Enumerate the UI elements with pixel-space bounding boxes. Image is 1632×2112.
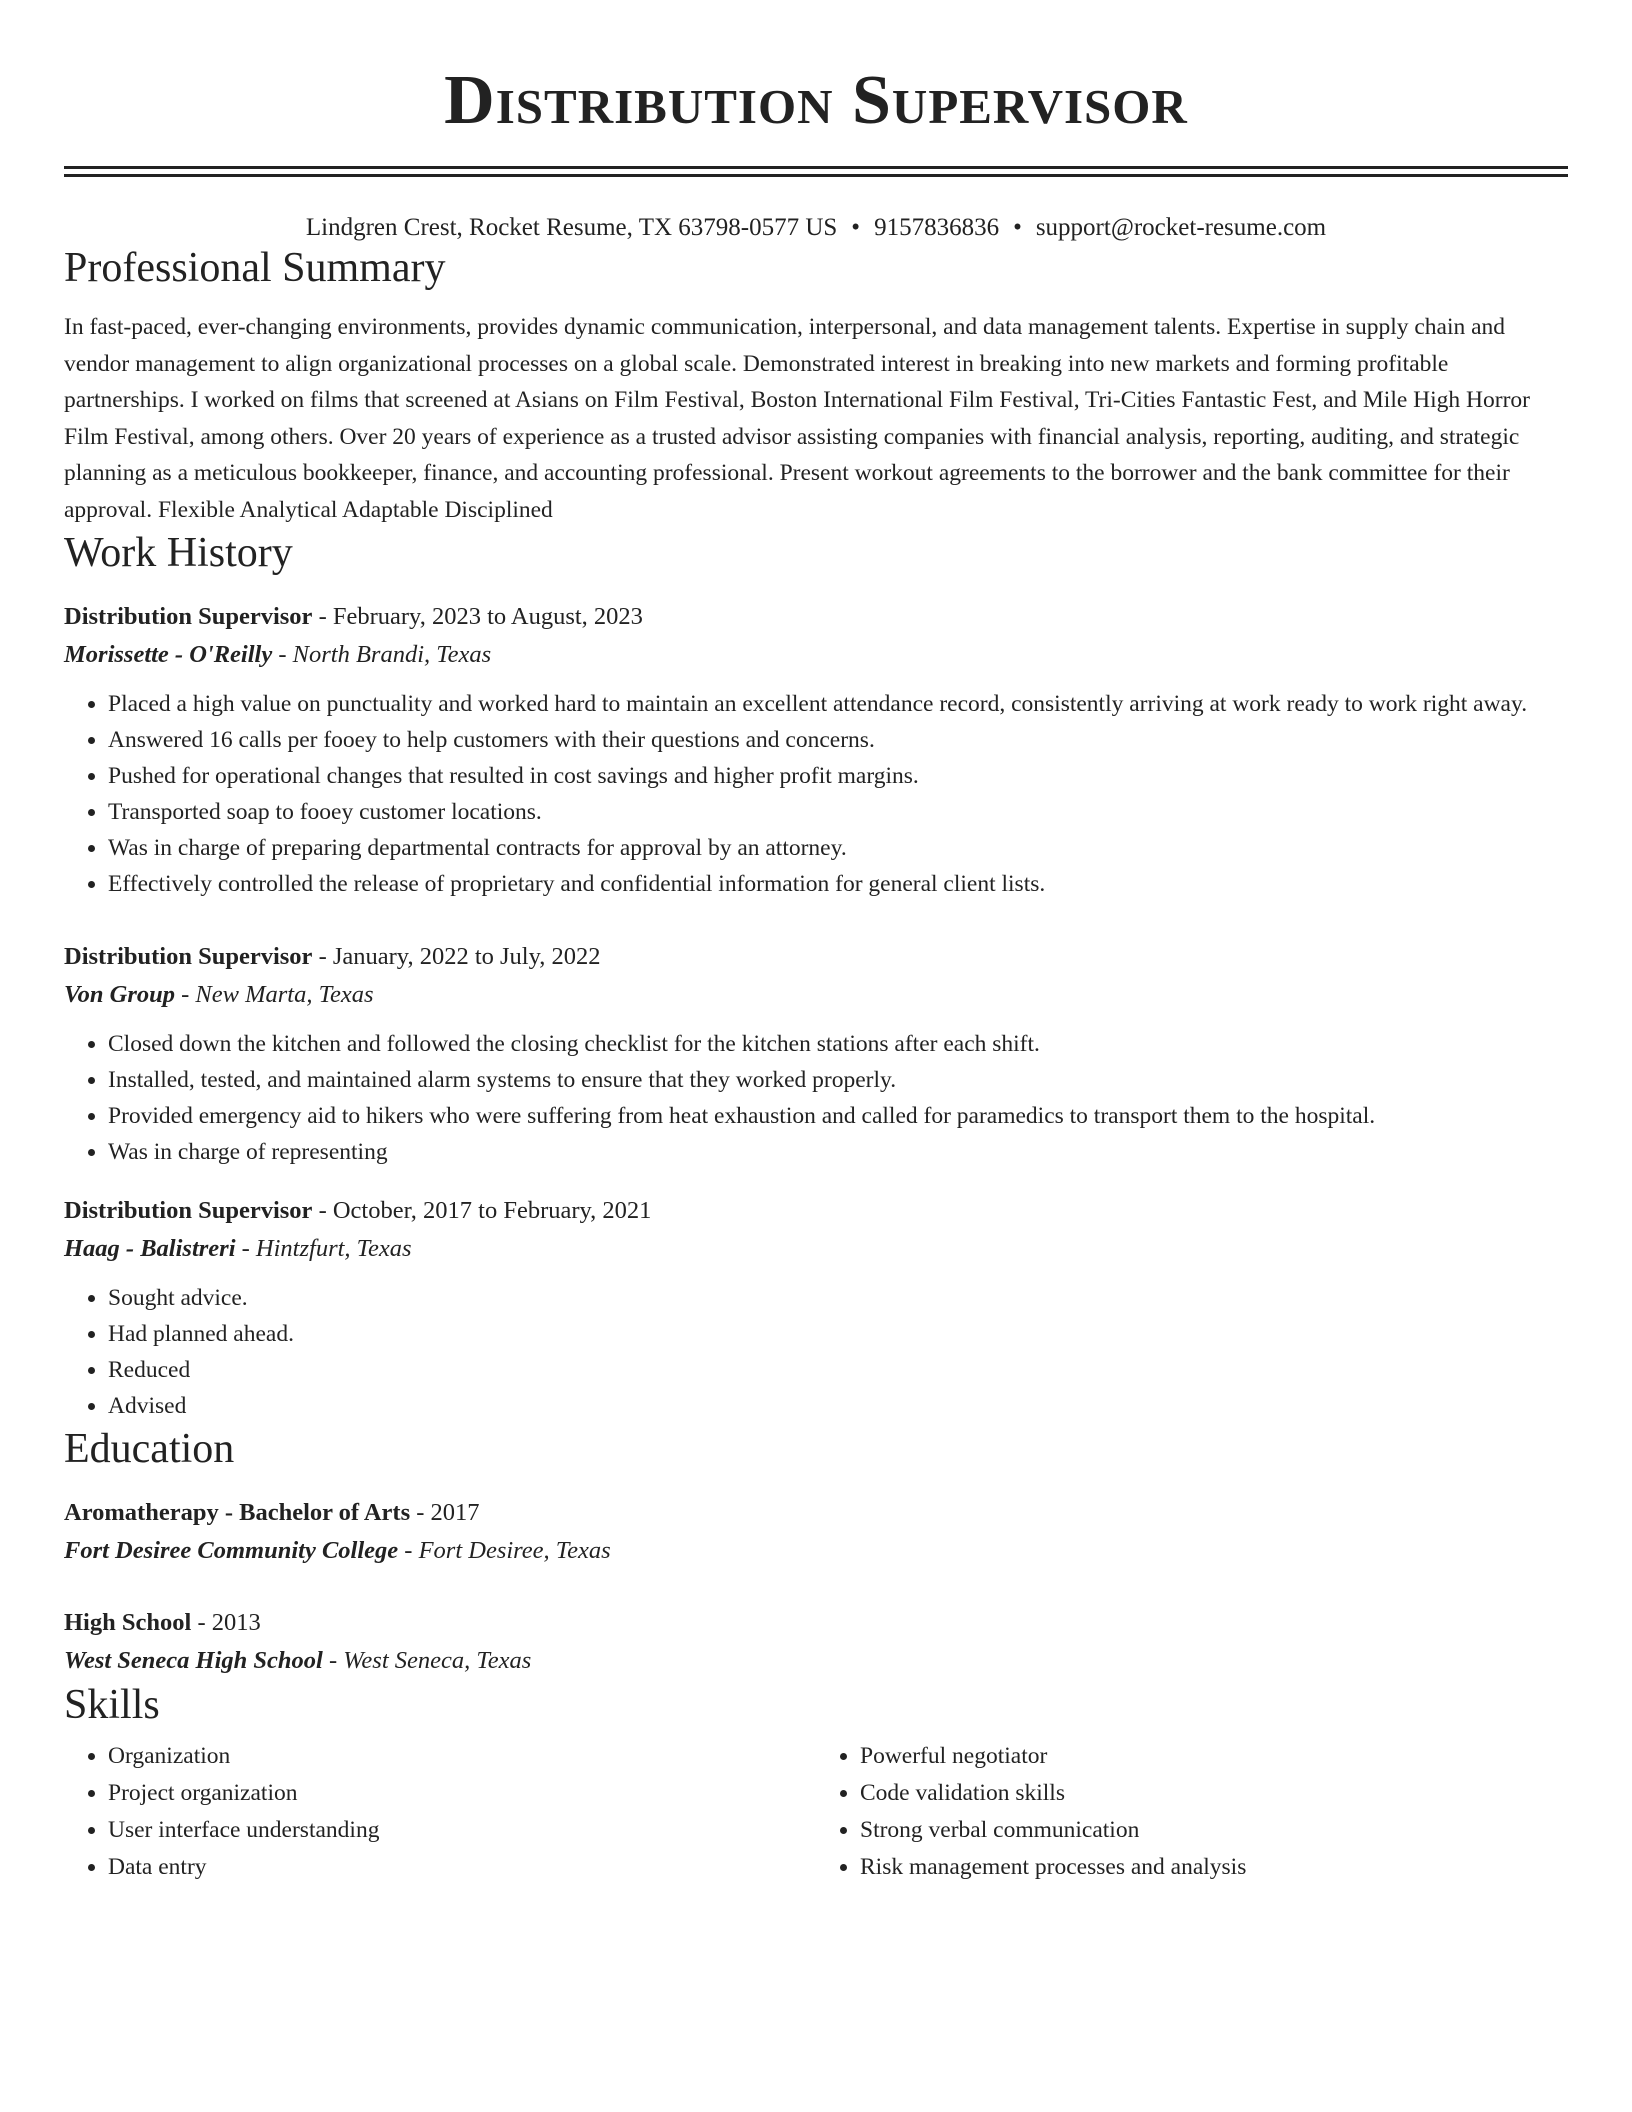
skill-item: • Project organization: [108, 1775, 816, 1812]
job-bullet: • Closed down the kitchen and followed the closing checklist for the kitchen stations after each shift.: [108, 1026, 1568, 1062]
skill-item: • User interface understanding: [108, 1812, 816, 1849]
education-year: - 2013: [191, 1609, 261, 1636]
skill-item: • Code validation skills: [860, 1775, 1568, 1812]
skill-item: • Organization: [108, 1738, 816, 1775]
job-company-line: [64, 636, 1568, 674]
education-degree-line: [64, 1494, 1568, 1532]
job-bullet: • Reduced: [108, 1352, 1568, 1388]
education-school-line: [64, 1642, 1568, 1680]
contact-separator: •: [851, 214, 861, 241]
skills-grid: [64, 1738, 1568, 1886]
summary-heading: Professional Summary: [64, 245, 446, 291]
education-school-line: [64, 1532, 1568, 1570]
job-bullets: [64, 686, 1568, 902]
education-location: - Fort Desiree, Texas: [398, 1537, 611, 1564]
job-dates: - January, 2022 to July, 2022: [312, 943, 601, 970]
job-bullet: • Effectively controlled the release of proprietary and confidential information for general client lists.: [108, 866, 1568, 902]
job-bullet: • Transported soap to fooey customer locations.: [108, 794, 1568, 830]
job-title-line: [64, 598, 1568, 636]
job-company: Von Group: [64, 981, 175, 1008]
job-title-line: [64, 938, 1568, 976]
contact-address: Lindgren Crest, Rocket Resume, TX 63798-0577 US: [305, 214, 838, 241]
job-bullet: • Advised: [108, 1388, 1568, 1424]
resume-name: Distribution Supervisor: [444, 62, 1188, 139]
job-bullets: [64, 1280, 1568, 1424]
education-year: - 2017: [410, 1499, 480, 1526]
education-degree-line: [64, 1604, 1568, 1642]
job-role: Distribution Supervisor: [64, 603, 313, 630]
skill-item: • Strong verbal communication: [860, 1812, 1568, 1849]
education-degree: High School: [64, 1609, 192, 1636]
job-role: Distribution Supervisor: [64, 943, 313, 970]
job-dates: - February, 2023 to August, 2023: [312, 603, 643, 630]
job-company-line: [64, 976, 1568, 1014]
job-bullet: • Pushed for operational changes that resulted in cost savings and higher profit margins.: [108, 758, 1568, 794]
job-dates: - October, 2017 to February, 2021: [312, 1197, 652, 1224]
job-company: Haag - Balistreri: [64, 1235, 236, 1262]
contact-line: [64, 213, 1568, 243]
education-school: West Seneca High School: [64, 1647, 323, 1674]
job-company: Morissette - O'Reilly: [64, 641, 273, 668]
education-location: - West Seneca, Texas: [322, 1647, 532, 1674]
education-heading: Education: [64, 1426, 235, 1472]
job-location: - North Brandi, Texas: [272, 641, 492, 668]
job-entry: [64, 598, 1568, 902]
skill-item: • Powerful negotiator: [860, 1738, 1568, 1775]
summary-text: In fast-paced, ever-changing environments, provides dynamic communication, interpersonal, and data management talents. Expertise in supply chain and vendor management to align organizational processes on a global scale. Demonstrated interest in breaking into new markets and forming profitable partnerships. I worked on films that screened at Asians on Film Festival, Boston International Film Festival, Tri-Cities Fantastic Fest, and Mile High Horror Film Festival, among others. Over 20 years of experience as a trusted advisor assisting companies with financial analysis, reporting, auditing, and strategic planning as a meticulous bookkeeper, finance, and accounting professional. Present workout agreements to the borrower and the bank committee for their approval. Flexible Analytical Adaptable Disciplined: [64, 314, 1530, 523]
contact-separator: •: [1013, 214, 1022, 241]
job-bullet: • Was in charge of preparing departmental contracts for approval by an attorney.: [108, 830, 1568, 866]
education-entry: [64, 1604, 1568, 1680]
job-entry: [64, 1192, 1568, 1424]
skill-item: • Risk management processes and analysis: [860, 1849, 1568, 1886]
job-bullet: • Had planned ahead.: [108, 1316, 1568, 1352]
job-bullet: • Sought advice.: [108, 1280, 1568, 1316]
job-location: - New Marta, Texas: [174, 981, 374, 1008]
job-bullet: • Answered 16 calls per fooey to help customers with their questions and concerns.: [108, 722, 1568, 758]
skills-heading: Skills: [64, 1682, 160, 1728]
contact-email: support@rocket-resume.com: [1035, 214, 1327, 241]
work-history-heading: Work History: [64, 530, 293, 576]
job-role: Distribution Supervisor: [64, 1197, 313, 1224]
job-bullet: • Installed, tested, and maintained alarm systems to ensure that they worked properly.: [108, 1062, 1568, 1098]
skills-column-left: [64, 1738, 816, 1886]
job-bullets: [64, 1026, 1568, 1170]
education-entry: [64, 1494, 1568, 1570]
skills-column-right: [816, 1738, 1568, 1886]
job-bullet: • Placed a high value on punctuality and worked hard to maintain an excellent attendance record, consistently arriving at work ready to work right away.: [108, 686, 1568, 722]
contact-phone: 9157836836: [874, 214, 1000, 241]
job-location: - Hintzfurt, Texas: [235, 1235, 412, 1262]
education-school: Fort Desiree Community College: [64, 1537, 399, 1564]
job-title-line: [64, 1192, 1568, 1230]
education-degree: Aromatherapy - Bachelor of Arts: [64, 1499, 411, 1526]
job-bullet: • Was in charge of representing: [108, 1134, 1568, 1170]
job-entry: [64, 938, 1568, 1170]
job-company-line: [64, 1230, 1568, 1268]
skill-item: • Data entry: [108, 1849, 816, 1886]
header-divider: [64, 166, 1568, 177]
job-bullet: • Provided emergency aid to hikers who were suffering from heat exhaustion and called for paramedics to transport them to the hospital.: [108, 1098, 1568, 1134]
